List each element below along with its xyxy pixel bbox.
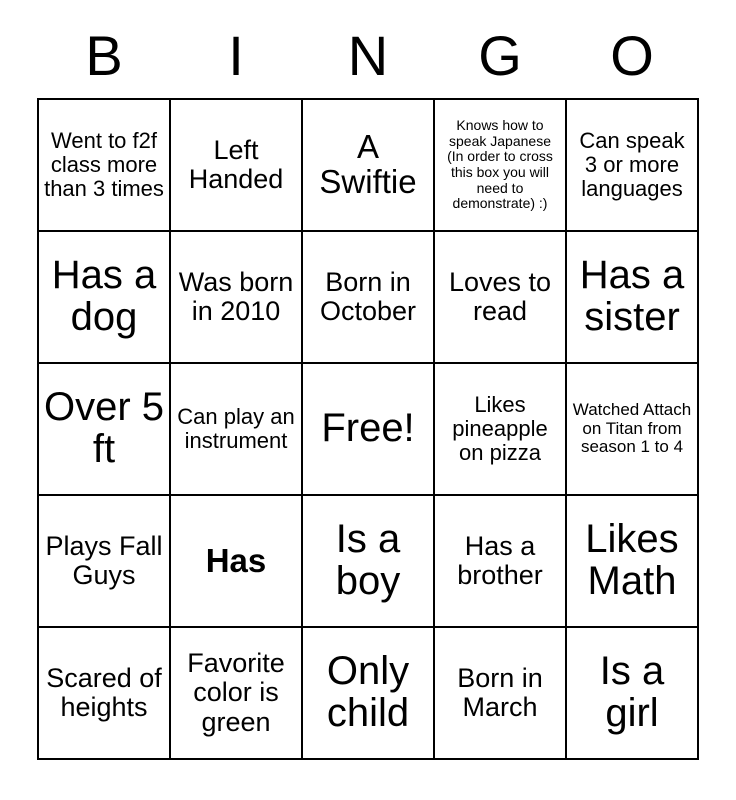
bingo-cell-text: Favorite color is green: [187, 648, 285, 737]
bingo-cell[interactable]: [302, 495, 434, 627]
bingo-cell-text: Has a dog: [51, 253, 157, 339]
bingo-cell[interactable]: [566, 363, 698, 495]
bingo-cell[interactable]: [566, 99, 698, 231]
bingo-cell[interactable]: [170, 99, 302, 231]
bingo-cell-text: Born in October: [319, 266, 417, 326]
bingo-cell-text: Only child: [326, 649, 410, 735]
bingo-cell[interactable]: [302, 231, 434, 363]
bingo-cell[interactable]: [38, 495, 170, 627]
bingo-cell-text: Likes pineapple on pizza: [452, 391, 548, 466]
bingo-cell[interactable]: [434, 231, 566, 363]
bingo-cell-text: Likes Math: [585, 517, 679, 603]
bingo-cell-text: Watched Attach on Titan from season 1 to 4: [572, 399, 692, 457]
bingo-cell[interactable]: [38, 363, 170, 495]
bingo-cell[interactable]: [566, 231, 698, 363]
bingo-cell-text: Was born in 2010: [178, 266, 294, 326]
bingo-cell[interactable]: [170, 495, 302, 627]
bingo-cell-text: Has a sister: [579, 253, 685, 339]
bingo-cell-text: Born in March: [457, 662, 543, 722]
bingo-cell[interactable]: [302, 99, 434, 231]
header-letter-g: G: [478, 24, 522, 87]
bingo-cell-free[interactable]: [302, 363, 434, 495]
bingo-cell-text: Plays Fall Guys: [45, 530, 163, 590]
bingo-cell[interactable]: [434, 363, 566, 495]
bingo-cell[interactable]: [38, 231, 170, 363]
header-letter-o: O: [610, 24, 654, 87]
bingo-cell-text: Left Handed: [188, 134, 284, 194]
bingo-cell[interactable]: [170, 231, 302, 363]
bingo-row: [38, 99, 698, 231]
bingo-cell[interactable]: [170, 363, 302, 495]
bingo-cell-text: A Swiftie: [319, 128, 417, 200]
bingo-cell-text: Over 5 ft: [43, 385, 165, 471]
header-letter-i: I: [228, 24, 244, 87]
bingo-cell-text: Knows how to speak Japanese (In order to cross this box you will need to demonstrate) :): [447, 116, 553, 212]
bingo-row: [38, 495, 698, 627]
bingo-cell-text: Has: [205, 541, 267, 579]
bingo-cell[interactable]: [566, 627, 698, 759]
bingo-cell-text: Went to f2f class more than 3 times: [44, 127, 164, 202]
bingo-row: [38, 363, 698, 495]
bingo-cell[interactable]: [434, 495, 566, 627]
bingo-cell-text: Is a boy: [335, 517, 401, 603]
bingo-cell[interactable]: [170, 627, 302, 759]
bingo-cell[interactable]: [302, 627, 434, 759]
bingo-row: [38, 627, 698, 759]
bingo-cell-text: Can play an instrument: [177, 403, 295, 453]
bingo-cell-text: Is a girl: [599, 649, 665, 735]
bingo-cell[interactable]: [434, 99, 566, 231]
bingo-cell[interactable]: [38, 99, 170, 231]
bingo-header: [38, 26, 698, 86]
bingo-cell-text: Has a brother: [457, 530, 543, 590]
bingo-cell[interactable]: [566, 495, 698, 627]
bingo-cell[interactable]: [434, 627, 566, 759]
bingo-cell-text: Scared of heights: [46, 662, 162, 722]
bingo-cell[interactable]: [38, 627, 170, 759]
bingo-row: [38, 231, 698, 363]
bingo-cell-text: Loves to read: [448, 266, 552, 326]
bingo-cell-text: Free!: [321, 406, 415, 451]
header-letter-b: B: [85, 24, 123, 87]
header-letter-n: N: [347, 24, 389, 87]
bingo-cell-text: Can speak 3 or more languages: [579, 127, 685, 202]
bingo-grid: [37, 98, 699, 760]
